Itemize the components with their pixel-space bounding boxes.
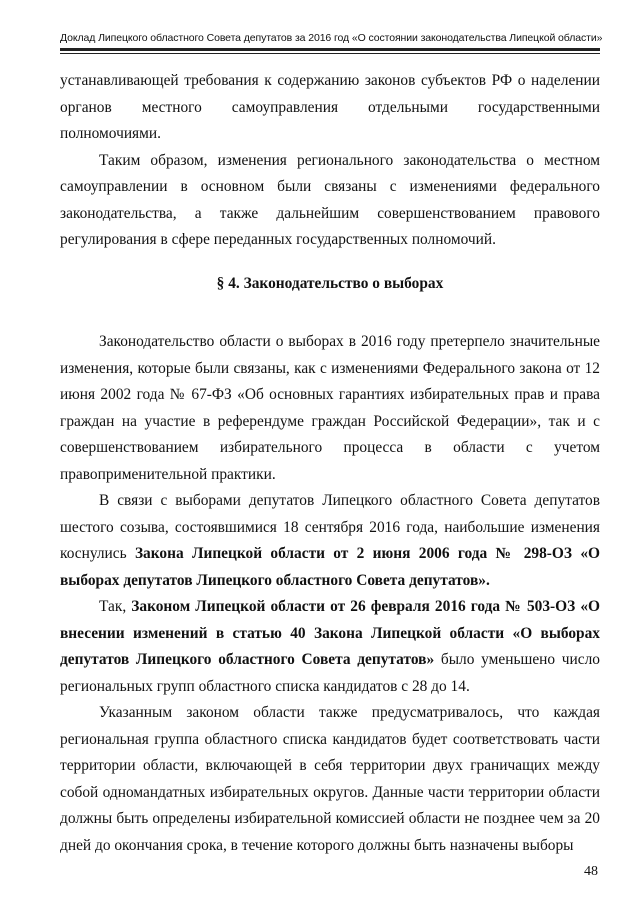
page-body [60,68,600,859]
header-rule-thick [60,48,600,51]
paragraph-5-lead: Так, [99,598,132,615]
paragraph-3: Законодательство области о выборах в 2016 году претерпело значительные изменения, которые были связаны, как с изменениями Федерального закона от 12 июня 2002 года № 67-ФЗ «Об основных гарантиях избирательных прав и права граждан на участие в референдуме граждан Российской Федерации», так и с совершенствованием избирательного процесса в области с учетом правоприменительной практики. [60,333,600,483]
paragraph-6: Указанным законом области также предусматривалось, что каждая региональная группа областного списка кандидатов будет соответствовать части территории области, включающей в себя территории двух граничащих между собой одномандатных избирательных округов. Данные части территории области должны быть определены избирательной комиссией области не позднее чем за 20 дней до окончания срока, в течение которого должны быть назначены выборы [60,704,600,854]
page-number: 48 [584,864,598,879]
paragraph-4-law-reference: Закона Липецкой области от 2 июня 2006 года № 298-ОЗ «О выборах депутатов Липецкого областного Совета депутатов». [60,545,600,589]
paragraph-5 [60,594,600,700]
paragraph-4-text: В связи с выборами депутатов Липецкого областного Совета депутатов шестого созыва, состоявшимися 18 сентября 2016 года, наибольшие изменения коснулись [60,492,600,562]
section-heading: § 4. Законодательство о выборах [216,274,444,292]
running-header: Доклад Липецкого областного Совета депутатов за 2016 год «О состоянии законодательства Липецкой области» [60,32,603,44]
paragraph-5-law-reference: Законом Липецкой области от 26 февраля 2016 года № 503-ОЗ «О внесении изменений в статью 40 Закона Липецкой области «О выборах депутатов Липецкого областного Совета депутатов» [60,598,600,668]
paragraph-5-text: было уменьшено число региональных групп областного списка кандидатов с 28 до 14. [60,651,600,695]
paragraph-4 [60,488,600,594]
paragraph-2: Таким образом, изменения регионального законодательства о местном самоуправлении в основном были связаны с изменениями федерального законодательства, а также дальнейшим совершенствованием правового регулирования в сфере переданных государственных полномочий. [60,151,600,248]
paragraph-1: устанавливающей требования к содержанию законов субъектов РФ о наделении органов местного самоуправления отдельными государственными полномочиями. [60,72,600,142]
header-rule-thin [60,53,600,54]
